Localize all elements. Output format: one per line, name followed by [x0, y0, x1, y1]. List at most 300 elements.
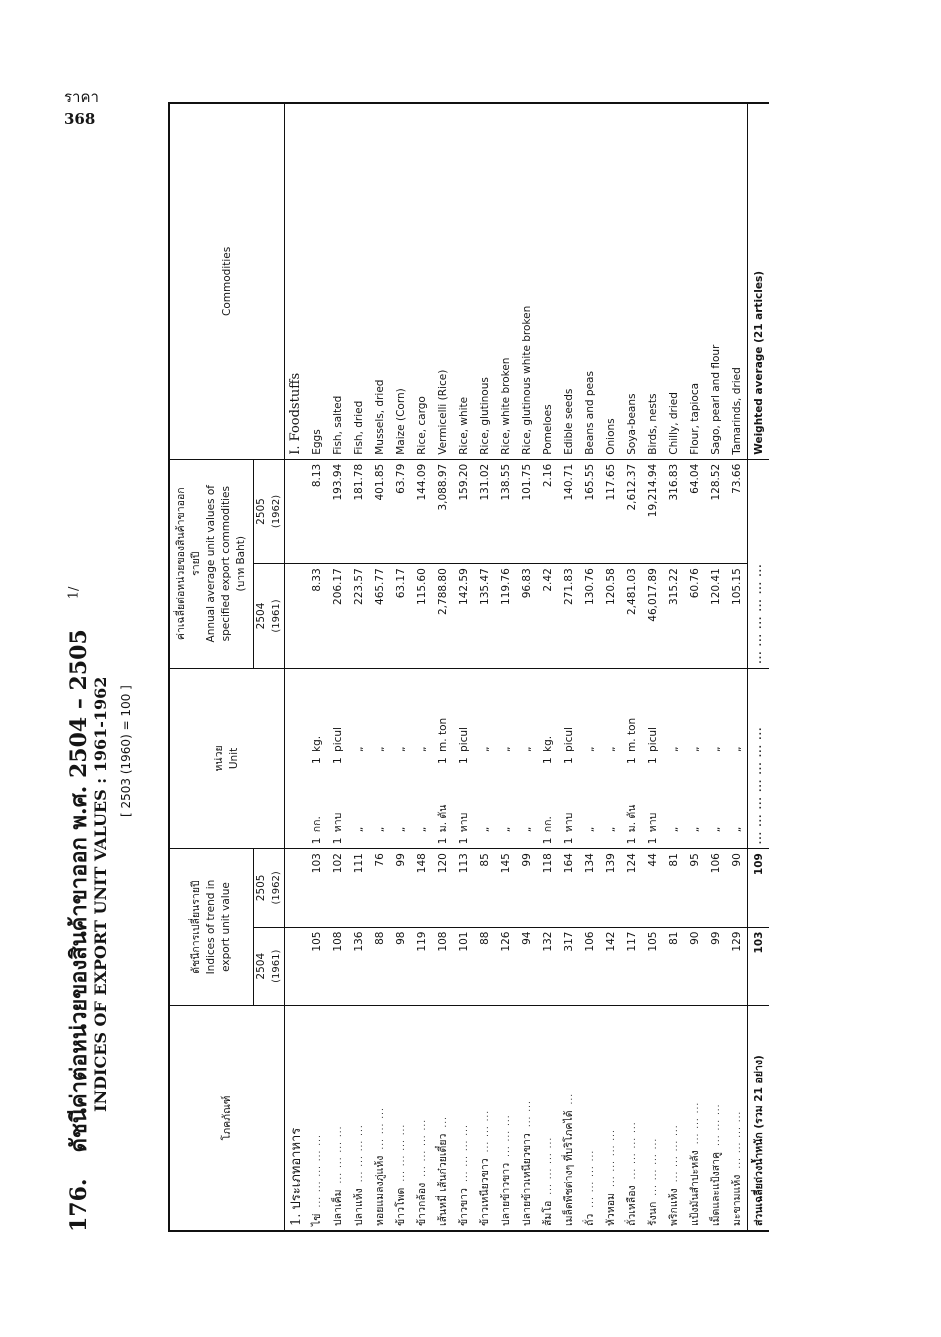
commodity-th-label: เส้นหมี่ เส้นก๋วยเตี๋ยว	[437, 1133, 449, 1226]
unit-qty-en: 1	[310, 757, 323, 764]
commodity-en: Edible seeds	[558, 103, 579, 459]
commodity-th-label: เมล็ดพืชต่างๆ ที่บริโภคได้	[563, 1110, 575, 1226]
value-1961: 63.17	[390, 564, 411, 668]
table-row	[516, 103, 537, 1231]
index-1962: 102	[327, 849, 348, 927]
table-row	[348, 103, 369, 1231]
value-1961: 135.47	[474, 564, 495, 668]
value-1962: 144.09	[411, 459, 432, 563]
leader-dots: ... ... ...	[502, 1114, 512, 1157]
unit-qty-th: 1	[542, 837, 554, 845]
value-1961: 315.22	[663, 564, 684, 668]
value-1961: 2,788.80	[432, 564, 453, 668]
commodity-th	[537, 1005, 558, 1231]
unit-qty-th: 1	[647, 837, 659, 845]
unit-th	[495, 768, 516, 849]
leader-dots: ... ... ... ...	[628, 1121, 638, 1180]
index-1961: 129	[726, 927, 748, 1005]
table-row	[726, 103, 748, 1231]
leader-dots: ... ... ... ...	[607, 1129, 617, 1188]
unit-th	[516, 768, 537, 849]
value-1962: 19,214.94	[642, 459, 663, 563]
unit-label-th: „	[583, 826, 596, 833]
value-1961: 271.83	[558, 564, 579, 668]
index-1961: 90	[684, 927, 705, 1005]
value-1962: 8.13	[306, 459, 327, 563]
index-1961: 126	[495, 927, 516, 1005]
index-1961: 132	[537, 927, 558, 1005]
table-row	[579, 103, 600, 1231]
value-1961: 46,017.89	[642, 564, 663, 668]
unit-label-th: „	[373, 826, 386, 833]
index-1962: 90	[726, 849, 748, 927]
commodity-th	[495, 1005, 516, 1231]
value-1962: 128.52	[705, 459, 726, 563]
value-1962: 138.55	[495, 459, 516, 563]
average-value-dots: ... ... ... ... ... ...	[748, 459, 770, 668]
leader-dots: ... ... ... ...	[670, 1124, 680, 1183]
unit-qty-en: 1	[625, 757, 638, 764]
unit-th	[537, 768, 558, 849]
unit-label-th: หาบ	[332, 812, 344, 833]
leader-dots: ... ...	[523, 1100, 533, 1128]
unit-label-en: picul	[646, 727, 659, 752]
unit-label-th: „	[394, 826, 407, 833]
commodity-th	[390, 1005, 411, 1231]
commodity-th	[432, 1005, 453, 1231]
index-1962: 120	[432, 849, 453, 927]
value-1961: 120.41	[705, 564, 726, 668]
unit-label-th: „	[478, 826, 491, 833]
table-row	[390, 103, 411, 1231]
section-empty-cell	[285, 459, 307, 563]
leader-dots: ... ... ... ...	[355, 1124, 365, 1183]
commodity-th	[306, 1005, 327, 1231]
value-1961: 8.33	[306, 564, 327, 668]
unit-label-en: picul	[562, 727, 575, 752]
commodity-en: Flour, tapioca	[684, 103, 705, 459]
header-year-value-1961	[254, 564, 285, 668]
commodity-th-label: ข้าวขาว	[458, 1188, 470, 1226]
average-index-1962: 109	[748, 849, 770, 927]
index-1962: 113	[453, 849, 474, 927]
commodity-en: Eggs	[306, 103, 327, 459]
commodity-en: Vermicelli (Rice)	[432, 103, 453, 459]
leader-dots: ... ... ... ...	[586, 1149, 596, 1208]
header-year-index-1962	[254, 849, 285, 927]
unit-th	[579, 768, 600, 849]
unit-th	[432, 768, 453, 849]
table-base-year: [ 2503 (1960) = 100 ]	[119, 685, 133, 817]
commodity-th-label: เม็ดและแป้งสาคู	[710, 1151, 722, 1226]
leader-dots: ... ... ... ... ...	[313, 1134, 323, 1208]
commodity-th-label: ปลาแห้ง	[353, 1188, 365, 1226]
unit-en	[495, 668, 516, 768]
table-row	[411, 103, 432, 1231]
unit-qty-en: 1	[436, 757, 449, 764]
value-1962: 131.02	[474, 459, 495, 563]
unit-en	[453, 668, 474, 768]
unit-qty-th: 1	[332, 837, 344, 845]
unit-th	[684, 768, 705, 849]
index-1961: 108	[432, 927, 453, 1005]
commodity-th	[705, 1005, 726, 1231]
year-label-en: (1961)	[271, 949, 282, 983]
year-label-en: (1962)	[271, 871, 282, 905]
table-row	[306, 103, 327, 1231]
index-1962: 99	[390, 849, 411, 927]
unit-en	[306, 668, 327, 768]
index-1961: 94	[516, 927, 537, 1005]
unit-en	[537, 668, 558, 768]
page-number: 368	[64, 110, 96, 128]
header-value-en: Annual average unit values of specified export commodities	[205, 485, 232, 643]
unit-th	[306, 768, 327, 849]
index-1962: 145	[495, 849, 516, 927]
unit-en	[411, 668, 432, 768]
commodity-en: Rice, glutinous	[474, 103, 495, 459]
leader-dots: ...	[439, 1116, 449, 1128]
unit-qty-en: 1	[331, 757, 344, 764]
commodity-en: Fish, salted	[327, 103, 348, 459]
header-index-en: Indices of trend in export unit value	[205, 879, 232, 975]
price-label: ราคา	[64, 88, 99, 106]
header-value-th: ค่าเฉลี่ยต่อหน่วยของสินค้าขาออกรายปี	[175, 487, 202, 641]
unit-label-en: kg.	[310, 735, 323, 752]
unit-label-en: „	[478, 746, 491, 752]
section-row-foodstuffs	[285, 103, 307, 1231]
unit-label-th: „	[352, 826, 365, 833]
index-1961: 117	[621, 927, 642, 1005]
leader-dots: ... ... ... ...	[733, 1110, 743, 1169]
export-unit-values-table	[168, 102, 769, 1232]
average-label-th: ส่วนเฉลี่ยถ่วงน้ำหนัก (รวม 21 อย่าง)	[748, 1005, 770, 1231]
year-label: 2505	[255, 498, 267, 525]
header-year-index-1961	[254, 927, 285, 1005]
header-unit-th: หน่วย	[213, 745, 225, 772]
unit-en	[684, 668, 705, 768]
unit-th	[600, 768, 621, 849]
index-1962: 44	[642, 849, 663, 927]
unit-en	[327, 668, 348, 768]
unit-th	[705, 768, 726, 849]
unit-label-en: „	[688, 746, 701, 752]
commodity-th-label: หัวหอม	[605, 1193, 617, 1226]
value-1962: 3,088.97	[432, 459, 453, 563]
index-1962: 124	[621, 849, 642, 927]
table-row	[369, 103, 390, 1231]
commodity-th	[663, 1005, 684, 1231]
commodity-th-label: มะขามแห้ง	[731, 1174, 743, 1226]
commodity-en: Maize (Corn)	[390, 103, 411, 459]
value-1961: 2,481.03	[621, 564, 642, 668]
section-empty-cell	[285, 668, 307, 768]
commodity-en: Pomeloes	[537, 103, 558, 459]
average-label-en: Weighted average (21 articles)	[748, 103, 770, 459]
commodity-th	[348, 1005, 369, 1231]
commodity-th	[369, 1005, 390, 1231]
commodity-th-label: พริกแห้ง	[668, 1188, 680, 1226]
unit-label-en: picul	[331, 727, 344, 752]
commodity-th	[684, 1005, 705, 1231]
title-thai-text: ดัชนีค่าต่อหน่วยของสินค้าขาออก พ.ศ. 2504 – 2505	[66, 629, 92, 1153]
unit-label-en: „	[499, 746, 512, 752]
unit-label-en: „	[667, 746, 680, 752]
header-commodity-th: โภคภัณฑ์	[169, 1005, 285, 1231]
commodity-th-label: แป้งมันสำปะหลัง	[689, 1150, 701, 1226]
unit-en	[369, 668, 390, 768]
section-label-en: I. Foodstuffs	[285, 103, 307, 459]
commodity-th	[474, 1005, 495, 1231]
table-title-english: INDICES OF EXPORT UNIT VALUES : 1961-1962	[91, 676, 110, 1112]
leader-dots: ...	[565, 1092, 575, 1105]
commodity-th	[516, 1005, 537, 1231]
year-label: 2504	[255, 952, 267, 980]
unit-label-th: หาบ	[563, 812, 575, 833]
value-1962: 2.16	[537, 459, 558, 563]
unit-qty-th: 1	[458, 837, 470, 845]
unit-en	[516, 668, 537, 768]
index-1961: 136	[348, 927, 369, 1005]
table-row	[432, 103, 453, 1231]
unit-th	[642, 768, 663, 849]
value-1962: 117.65	[600, 459, 621, 563]
commodity-th	[453, 1005, 474, 1231]
index-1961: 105	[642, 927, 663, 1005]
header-row-main	[169, 103, 254, 1231]
unit-th	[558, 768, 579, 849]
unit-label-th: „	[709, 826, 722, 833]
index-1962: 99	[516, 849, 537, 927]
commodity-th-label: ส้มโอ	[542, 1200, 554, 1226]
rotated-page-content	[61, 102, 881, 1232]
section-empty-cell	[285, 849, 307, 927]
unit-qty-en: 1	[646, 757, 659, 764]
value-1961: 465.77	[369, 564, 390, 668]
unit-en	[390, 668, 411, 768]
unit-qty-th: 1	[626, 837, 638, 845]
commodity-en: Rice, white broken	[495, 103, 516, 459]
unit-label-th: „	[604, 826, 617, 833]
unit-label-th: „	[688, 826, 701, 833]
value-1961: 96.83	[516, 564, 537, 668]
average-unit-dots: ... ... ... ... ... ... ...	[748, 668, 770, 848]
footnote-mark: 1/	[66, 586, 82, 600]
unit-label-en: m. ton	[625, 717, 638, 752]
value-1962: 165.55	[579, 459, 600, 563]
unit-label-th: ม. ตัน	[437, 804, 449, 833]
year-label-en: (1962)	[271, 494, 282, 529]
commodity-th-label: ข้าวโพด	[395, 1187, 407, 1226]
unit-th	[474, 768, 495, 849]
value-1962: 2,612.37	[621, 459, 642, 563]
unit-en	[726, 668, 748, 768]
unit-en	[600, 668, 621, 768]
index-1962: 95	[684, 849, 705, 927]
index-1961: 98	[390, 927, 411, 1005]
unit-en	[474, 668, 495, 768]
commodity-th-label: ปลายข้าวขาว	[500, 1162, 512, 1226]
commodity-en: Fish, dried	[348, 103, 369, 459]
index-1962: 111	[348, 849, 369, 927]
unit-label-th: „	[499, 826, 512, 833]
table-row	[600, 103, 621, 1231]
unit-th	[327, 768, 348, 849]
unit-label-en: „	[394, 746, 407, 752]
leader-dots: ... ... ...	[712, 1103, 722, 1146]
value-1962: 181.78	[348, 459, 369, 563]
commodity-en: Rice, cargo	[411, 103, 432, 459]
leader-dots: ... ... ... ...	[460, 1124, 470, 1183]
unit-qty-th: 1	[563, 837, 575, 845]
index-1962: 103	[306, 849, 327, 927]
unit-label-en: m. ton	[436, 717, 449, 752]
index-1961: 105	[306, 927, 327, 1005]
leader-dots: ... ... ... ...	[397, 1123, 407, 1182]
commodity-th	[621, 1005, 642, 1231]
unit-en	[432, 668, 453, 768]
commodity-th	[411, 1005, 432, 1231]
value-1961: 119.76	[495, 564, 516, 668]
value-1961: 130.76	[579, 564, 600, 668]
unit-en	[663, 668, 684, 768]
section-empty-cell	[285, 768, 307, 849]
index-1961: 81	[663, 927, 684, 1005]
table-row	[705, 103, 726, 1231]
value-1962: 316.83	[663, 459, 684, 563]
index-1962: 106	[705, 849, 726, 927]
index-1962: 148	[411, 849, 432, 927]
table-row	[327, 103, 348, 1231]
commodity-th-label: ข้าวเหนียวขาว	[479, 1158, 491, 1226]
index-1961: 101	[453, 927, 474, 1005]
unit-label-th: หาบ	[458, 812, 470, 833]
header-index-th: ดัชนีการเปลี่ยนรายปี	[190, 880, 202, 974]
unit-label-en: „	[730, 746, 743, 752]
commodity-th-label: ถั่ว	[584, 1213, 596, 1226]
table-row	[495, 103, 516, 1231]
commodity-th	[579, 1005, 600, 1231]
unit-th	[411, 768, 432, 849]
unit-label-en: „	[415, 746, 428, 752]
table-row	[684, 103, 705, 1231]
commodity-en: Rice, white	[453, 103, 474, 459]
table-row	[474, 103, 495, 1231]
index-1961: 88	[369, 927, 390, 1005]
leader-dots: ... ... ...	[481, 1109, 491, 1153]
unit-qty-en: 1	[541, 757, 554, 764]
unit-th	[663, 768, 684, 849]
index-1962: 81	[663, 849, 684, 927]
index-1962: 139	[600, 849, 621, 927]
weighted-average-row	[748, 103, 770, 1231]
unit-label-th: „	[520, 826, 533, 833]
header-commodities-en: Commodities	[169, 103, 285, 459]
header-year-value-1962	[254, 459, 285, 563]
commodity-en: Tamarinds, dried	[726, 103, 748, 459]
unit-qty-en: 1	[457, 757, 470, 764]
unit-label-th: กก.	[311, 816, 323, 833]
unit-th	[621, 768, 642, 849]
unit-en	[579, 668, 600, 768]
unit-th	[726, 768, 748, 849]
unit-en	[705, 668, 726, 768]
value-1962: 401.85	[369, 459, 390, 563]
unit-label-en: „	[520, 746, 533, 752]
section-empty-cell	[285, 564, 307, 668]
table-title-block	[61, 102, 156, 1232]
year-label: 2504	[255, 602, 267, 630]
index-1962: 164	[558, 849, 579, 927]
index-1961: 88	[474, 927, 495, 1005]
index-1962: 118	[537, 849, 558, 927]
year-label: 2505	[255, 874, 267, 902]
value-1962: 193.94	[327, 459, 348, 563]
unit-label-th: „	[415, 826, 428, 833]
unit-en	[348, 668, 369, 768]
commodity-th-label: ปลายข้าวเหนียวขาว	[521, 1133, 533, 1226]
index-1961: 106	[579, 927, 600, 1005]
value-1962: 140.71	[558, 459, 579, 563]
unit-qty-th: 1	[437, 837, 449, 845]
header-value-currency: (บาท Baht)	[235, 536, 247, 592]
commodity-th-label: ข้าวกล้อง	[416, 1182, 428, 1226]
commodity-th-label: รังนก	[647, 1201, 659, 1226]
leader-dots: ... ... ... ...	[334, 1125, 344, 1184]
unit-en	[558, 668, 579, 768]
commodity-th-label: ปลาเค็ม	[332, 1189, 344, 1226]
header-unit	[169, 668, 285, 848]
section-label-th: 1. ประเภทอาหาร	[285, 1005, 307, 1231]
average-index-1961: 103	[748, 927, 770, 1005]
unit-th	[369, 768, 390, 849]
table-row	[558, 103, 579, 1231]
section-empty-cell	[285, 927, 307, 1005]
table-row	[453, 103, 474, 1231]
commodity-th	[600, 1005, 621, 1231]
value-1961: 142.59	[453, 564, 474, 668]
table-row	[537, 103, 558, 1231]
unit-label-en: „	[604, 746, 617, 752]
unit-label-th: „	[730, 826, 743, 833]
unit-label-en: „	[352, 746, 365, 752]
table-body	[285, 103, 770, 1231]
unit-en	[642, 668, 663, 768]
unit-en	[621, 668, 642, 768]
commodity-en: Beans and peas	[579, 103, 600, 459]
header-value	[169, 459, 254, 668]
unit-label-th: หาบ	[647, 812, 659, 833]
table-row	[642, 103, 663, 1231]
unit-label-en: „	[583, 746, 596, 752]
index-1962: 76	[369, 849, 390, 927]
value-1962: 64.04	[684, 459, 705, 563]
commodity-en: Mussels, dried	[369, 103, 390, 459]
unit-th	[453, 768, 474, 849]
commodity-en: Onions	[600, 103, 621, 459]
value-1962: 73.66	[726, 459, 748, 563]
table-row	[621, 103, 642, 1231]
unit-label-en: „	[373, 746, 386, 752]
index-1962: 134	[579, 849, 600, 927]
index-1961: 108	[327, 927, 348, 1005]
header-unit-en: Unit	[228, 747, 240, 770]
commodity-th-label: ถั่วเหลือง	[626, 1185, 638, 1226]
unit-label-en: „	[709, 746, 722, 752]
commodity-en: Birds, nests	[642, 103, 663, 459]
value-1962: 159.20	[453, 459, 474, 563]
commodity-th	[726, 1005, 748, 1231]
